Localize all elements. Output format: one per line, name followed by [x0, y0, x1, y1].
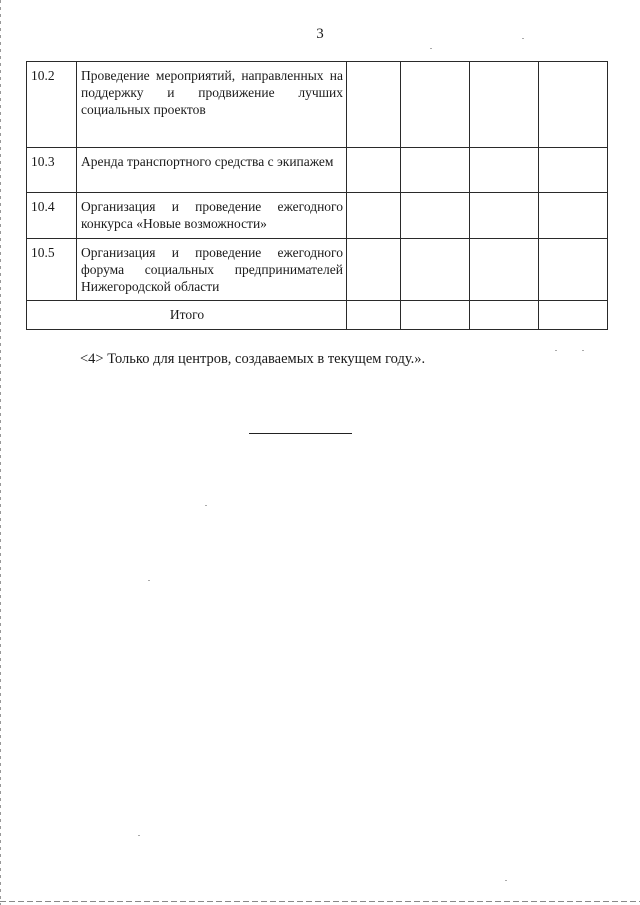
total-label: Итого [27, 301, 347, 330]
row-description: Проведение мероприятий, направленных на поддержку и продвижение лучших социальных проектов [77, 62, 347, 148]
table-row [27, 148, 608, 193]
row-description: Организация и проведение ежегодного конкурса «Новые возможности» [77, 193, 347, 239]
empty-cell [347, 148, 401, 193]
row-number: 10.2 [27, 62, 77, 148]
budget-table [26, 61, 608, 330]
scan-speck [582, 350, 584, 351]
row-description: Организация и проведение ежегодного форума социальных предпринимателей Нижегородской области [77, 239, 347, 301]
scan-speck [555, 350, 557, 351]
scan-bottom-edge [0, 901, 640, 902]
scan-speck [522, 38, 524, 39]
total-row [27, 301, 608, 330]
scan-speck [138, 835, 140, 836]
empty-cell [470, 148, 539, 193]
empty-cell [470, 193, 539, 239]
empty-cell [539, 62, 608, 148]
empty-cell [401, 239, 470, 301]
table-row [27, 193, 608, 239]
empty-cell [539, 301, 608, 330]
footnote: <4> Только для центров, создаваемых в текущем году.». [80, 351, 426, 367]
row-number: 10.5 [27, 239, 77, 301]
scan-speck [148, 580, 150, 581]
empty-cell [401, 301, 470, 330]
empty-cell [347, 62, 401, 148]
scan-speck [205, 505, 207, 506]
empty-cell [347, 301, 401, 330]
page-number: 3 [316, 26, 324, 42]
empty-cell [347, 193, 401, 239]
empty-cell [347, 239, 401, 301]
row-description: Аренда транспортного средства с экипажем [77, 148, 347, 193]
empty-cell [539, 193, 608, 239]
empty-cell [470, 301, 539, 330]
empty-cell [401, 193, 470, 239]
table-row [27, 62, 608, 148]
empty-cell [401, 148, 470, 193]
table-row [27, 239, 608, 301]
empty-cell [539, 239, 608, 301]
empty-cell [539, 148, 608, 193]
scan-left-edge [0, 0, 1, 905]
empty-cell [470, 62, 539, 148]
empty-cell [401, 62, 470, 148]
row-number: 10.3 [27, 148, 77, 193]
empty-cell [470, 239, 539, 301]
separator-line [249, 433, 352, 434]
row-number: 10.4 [27, 193, 77, 239]
scan-speck [505, 880, 507, 881]
scan-speck [430, 48, 432, 49]
